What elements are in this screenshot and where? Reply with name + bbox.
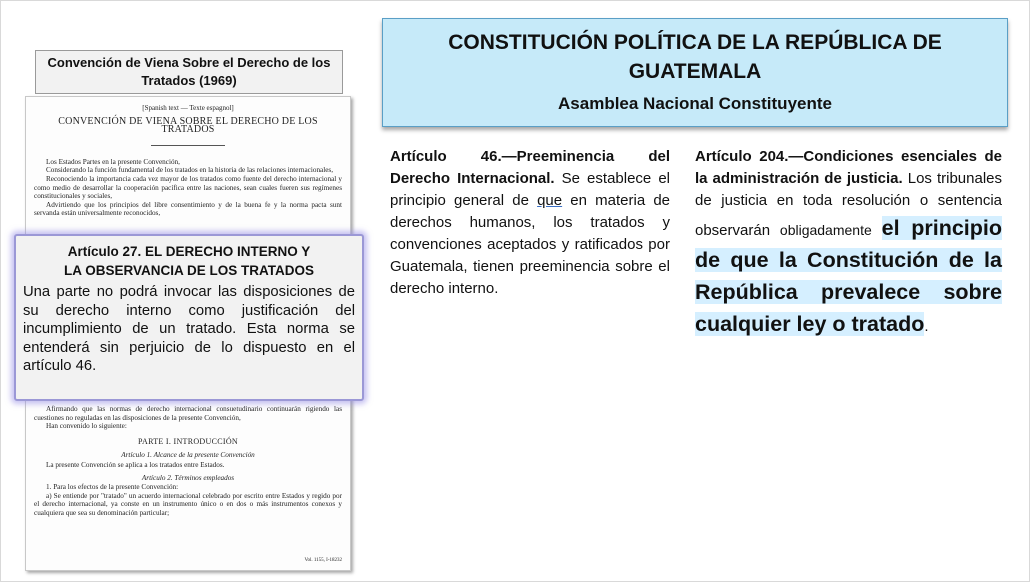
vienna-convention-title: Convención de Viena Sobre el Derecho de los Tratados (1969) xyxy=(47,55,331,88)
scan-paragraph: Los Estados Partes en la presente Convención, xyxy=(46,157,180,166)
scan-divider xyxy=(151,145,225,146)
scan-paragraph: Han convenido lo siguiente: xyxy=(46,422,127,431)
constitution-subtitle: Asamblea Nacional Constituyente xyxy=(558,94,832,113)
article27-title-line2: LA OBSERVANCIA DE LOS TRATADOS xyxy=(63,263,314,278)
constitution-banner xyxy=(382,18,1008,127)
scan-article1-heading: Artículo 1. Alcance de la presente Convención xyxy=(121,451,255,460)
scan-article2-item-a: a) Se entiende por "tratado" un acuerdo internacional celebrado por escrito entre Estados y regido por el derecho internacional, ya conste en un instrumento único o en dos o más instrumentos conexos y cualquiera que sea su denominación particular; xyxy=(34,491,342,517)
article27-title-line1: Artículo 27. EL DERECHO INTERNO Y xyxy=(67,244,311,259)
scan-article2-heading: Artículo 2. Términos empleados xyxy=(141,473,235,482)
article27-body: Una parte no podrá invocar las disposiciones de su derecho interno como justificación del incumplimiento de un tratado. Esta norma se entenderá sin perjuicio de lo dispuesto en el artículo 46. xyxy=(23,284,355,374)
article27-title xyxy=(23,242,355,280)
article204-highlight: el principio de que la Constitución de la República prevalece sobre cualquier ley o tratado xyxy=(695,216,1002,336)
scan-article2-item1: 1. Para los efectos de la presente Convención: xyxy=(46,483,179,492)
article46-underlined-word: que xyxy=(537,192,563,209)
article46-lead: Artículo 46.—Preeminencia del Derecho Internacional. xyxy=(390,148,670,187)
article204-lead: Artículo 204.—Condiciones esenciales de la administración de justicia. xyxy=(695,148,1002,187)
scan-paragraph: Reconociendo la importancia cada vez mayor de los tratados como fuente del derecho internacional y como medio de desarrollar la cooperación pacífica entre las naciones, sean cuales fueren sus regímenes constitucionales y sociales, xyxy=(34,174,342,201)
scan-article1-text: La presente Convención se aplica a los tratados entre Estados. xyxy=(46,460,225,469)
article204-body: Los tribunales de justicia en toda resolución o sentencia observarán xyxy=(695,170,1002,239)
scan-preamble-lower xyxy=(34,405,342,518)
article46-text-before: Se establece el principio general de xyxy=(390,170,670,209)
article46-text xyxy=(390,146,670,300)
scan-heading: CONVENCIÓN DE VIENA SOBRE EL DERECHO DE LOS TRATADOS xyxy=(58,115,318,136)
scan-footer: Vol. 1155, I-18232 xyxy=(304,558,342,564)
vienna-convention-title-box xyxy=(35,50,343,94)
article204-ending: . xyxy=(924,318,929,335)
scan-language-line: [Spanish text — Texte espagnol] xyxy=(142,104,234,112)
article27-callout xyxy=(14,234,364,401)
article204-text xyxy=(695,146,1002,340)
article46-text-after: en materia de derechos humanos, los tratados y convenciones aceptados y ratificados por Guatemala, tienen preeminencia sobre el derecho interno. xyxy=(390,192,671,297)
constitution-title: CONSTITUCIÓN POLÍTICA DE LA REPÚBLICA DE GUATEMALA xyxy=(448,31,942,83)
article204-small-word: obligadamente xyxy=(779,222,872,238)
scan-paragraph: Considerando la función fundamental de los tratados en la historia de las relaciones internacionales, xyxy=(46,166,334,175)
scan-paragraph: Advirtiendo que los principios del libre consentimiento y de la buena fe y la norma pacta sunt servanda están universalmente reconocidos, xyxy=(34,200,342,218)
scan-paragraph: Afirmando que las normas de derecho internacional consuetudinario continuarán rigiendo las cuestiones no reguladas en las disposiciones de la presente Convención, xyxy=(34,405,342,422)
scan-preamble-upper xyxy=(34,158,342,218)
scan-part-heading: PARTE I. INTRODUCCIÓN xyxy=(138,436,238,446)
